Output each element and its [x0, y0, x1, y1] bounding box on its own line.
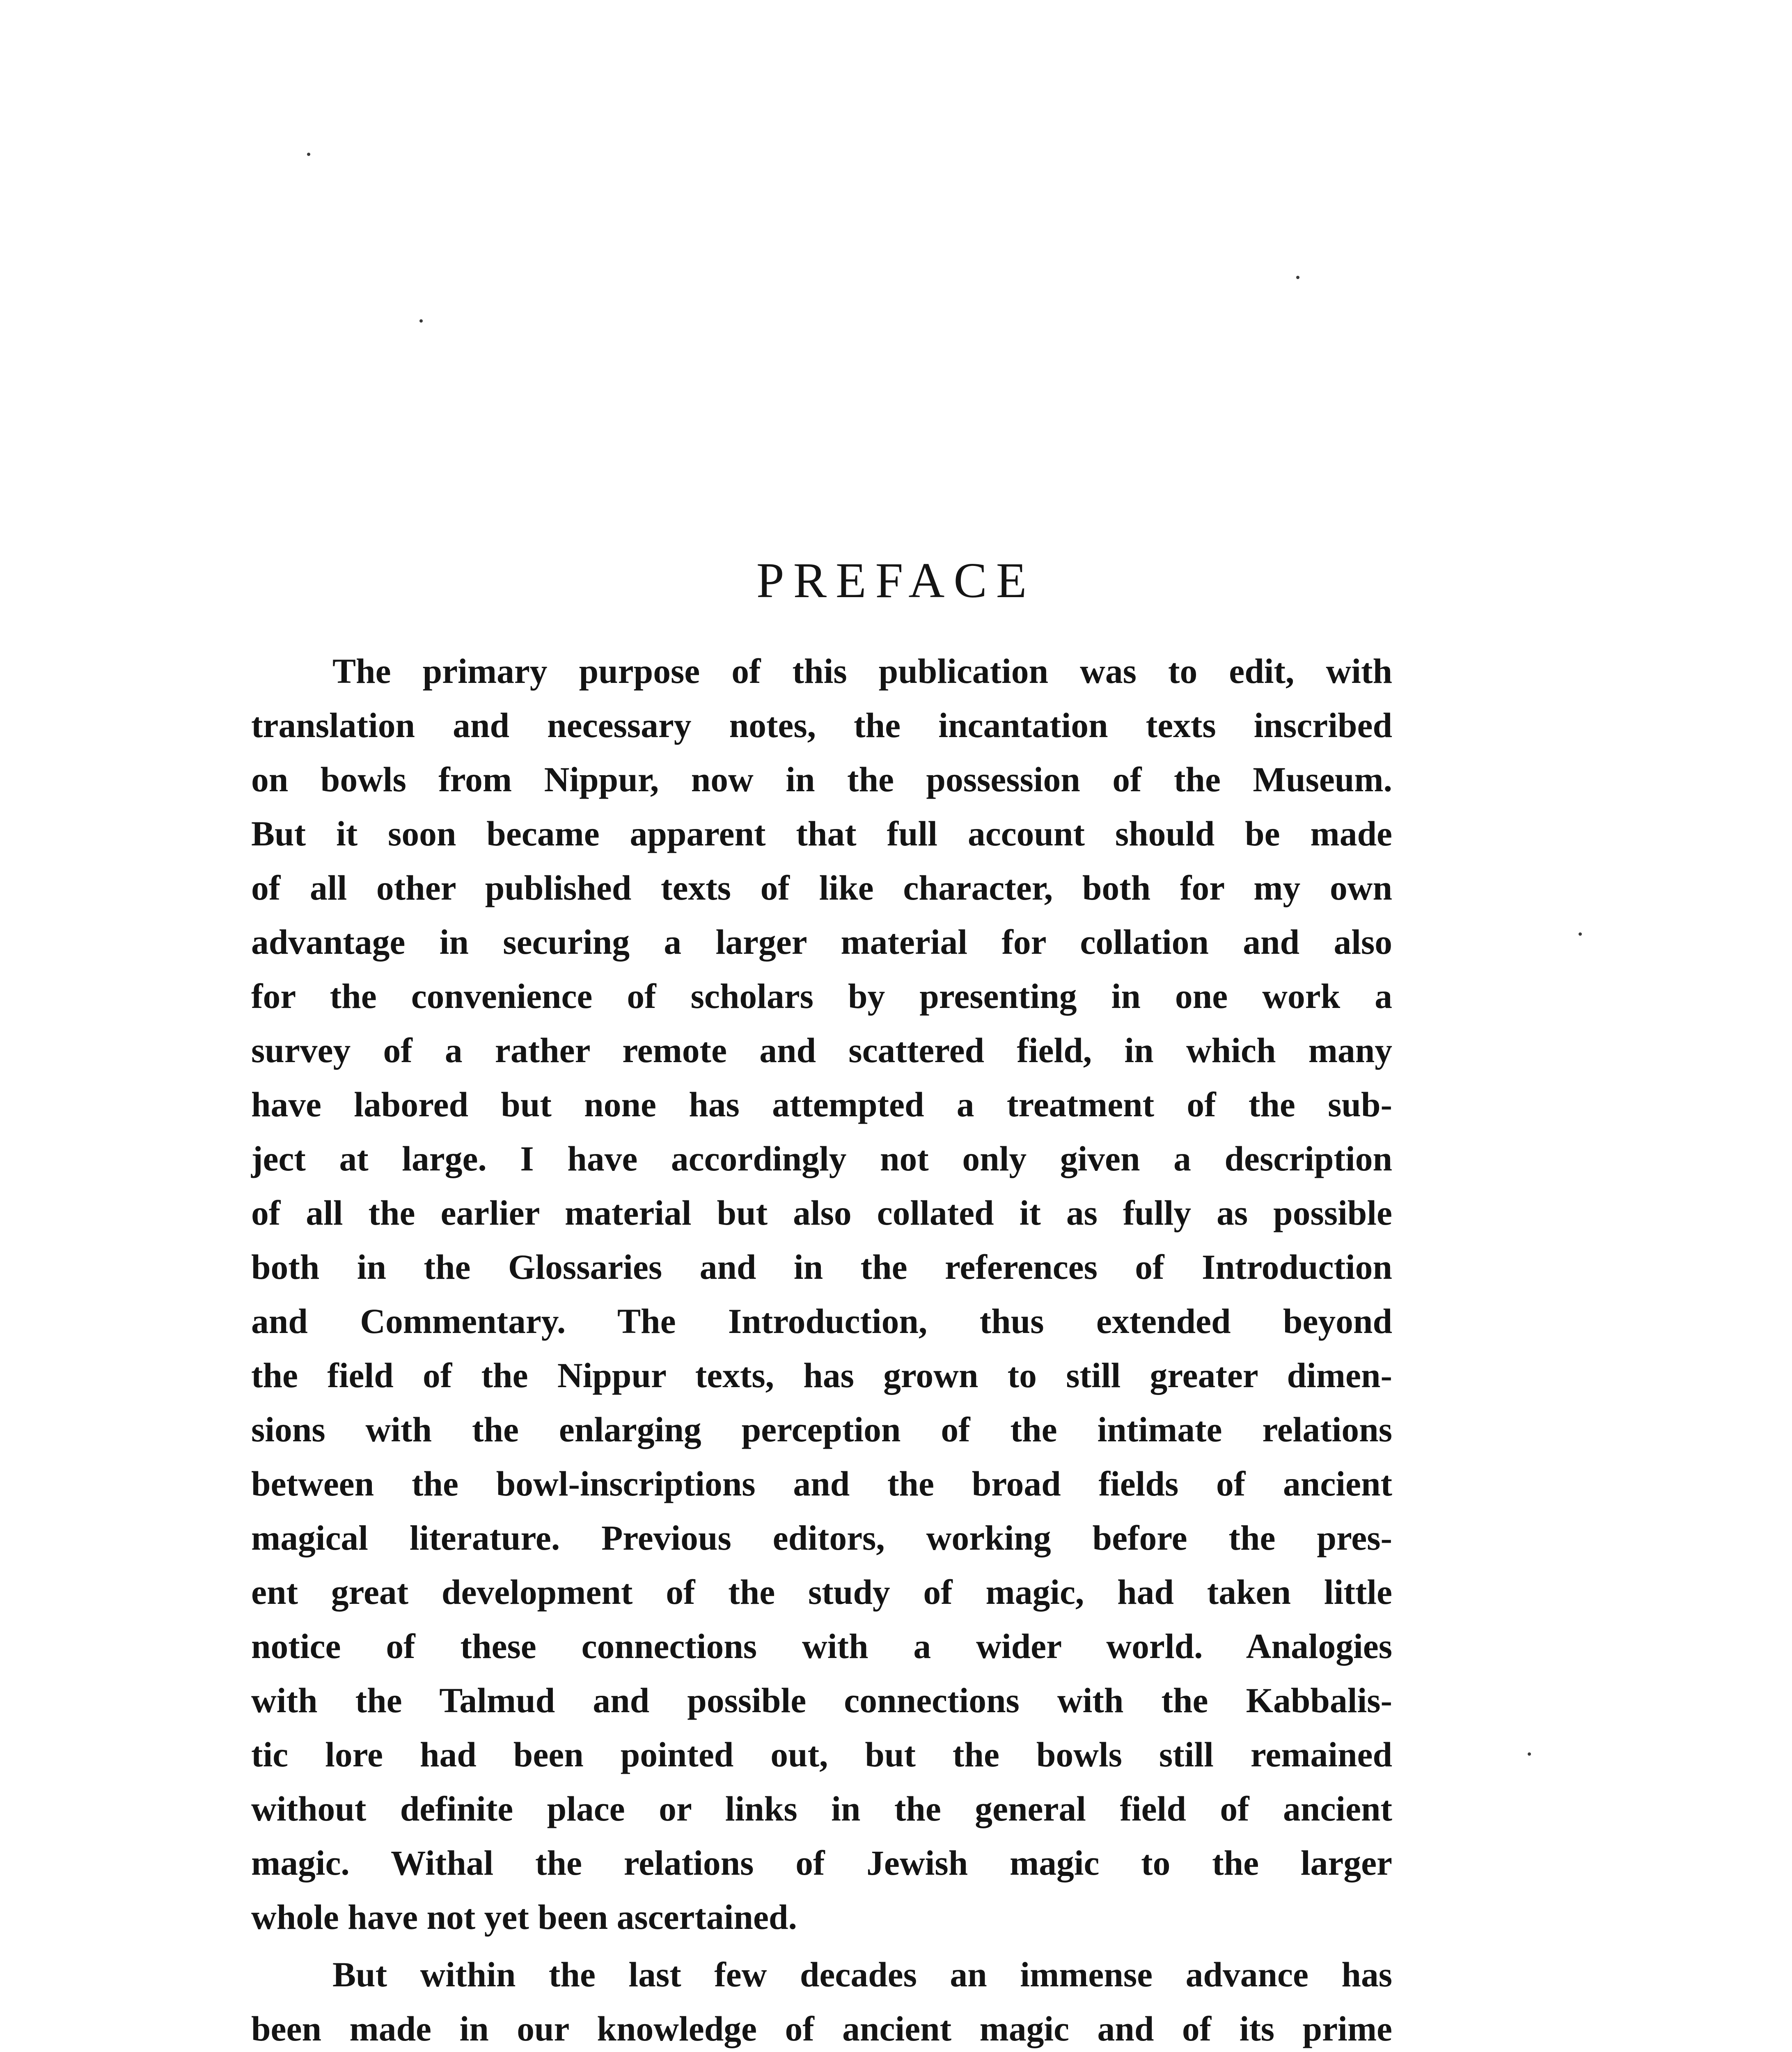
text-line: of all other published texts of like character, both for my own [251, 869, 1392, 907]
text-line: tic lore had been pointed out, but the bowls still remained [251, 1736, 1392, 1774]
text-line: been made in our knowledge of ancient magic and of its prime [251, 2010, 1392, 2048]
text-line: of all the earlier material but also collated it as fully as possible [251, 1194, 1392, 1232]
text-line: survey of a rather remote and scattered field, in which many [251, 1031, 1392, 1070]
text-line: translation and necessary notes, the incantation texts inscribed [251, 706, 1392, 745]
text-line: for the convenience of scholars by presenting in one work a [251, 977, 1392, 1016]
print-speck [307, 153, 310, 156]
text-line: the field of the Nippur texts, has grown to still greater dimen- [251, 1356, 1392, 1395]
text-line: But it soon became apparent that full account should be made [251, 815, 1392, 853]
print-speck [1528, 1752, 1531, 1756]
text-line: The primary purpose of this publication was to edit, with [332, 652, 1392, 691]
text-line: between the bowl-inscriptions and the broad fields of ancient [251, 1465, 1392, 1503]
text-line: magic. Withal the relations of Jewish magic to the larger [251, 1844, 1392, 1883]
text-line: advantage in securing a larger material for collation and also [251, 923, 1392, 962]
text-line: and Commentary. The Introduction, thus extended beyond [251, 1302, 1392, 1341]
text-line: on bowls from Nippur, now in the possession of the Museum. [251, 760, 1392, 799]
text-line: ject at large. I have accordingly not only given a description [251, 1140, 1392, 1178]
text-line: without definite place or links in the general field of ancient [251, 1790, 1392, 1828]
print-speck [1579, 932, 1582, 936]
text-line: have labored but none has attempted a treatment of the sub- [251, 1086, 1392, 1124]
text-line: sions with the enlarging perception of the intimate relations [251, 1411, 1392, 1449]
text-line: notice of these connections with a wider world. Analogies [251, 1627, 1392, 1666]
text-line: with the Talmud and possible connections with the Kabbalis- [251, 1681, 1392, 1720]
print-speck [1296, 276, 1299, 279]
text-line: whole have not yet been ascertained. [251, 1898, 797, 1937]
text-line: But within the last few decades an immense advance has [332, 1956, 1392, 1994]
preface-body [251, 644, 1392, 2052]
text-line: both in the Glossaries and in the references of Introduction [251, 1248, 1392, 1287]
page-title: PREFACE [756, 553, 1036, 608]
print-speck [419, 319, 423, 323]
text-line: ent great development of the study of magic, had taken little [251, 1573, 1392, 1612]
text-line: magical literature. Previous editors, working before the pres- [251, 1519, 1392, 1557]
